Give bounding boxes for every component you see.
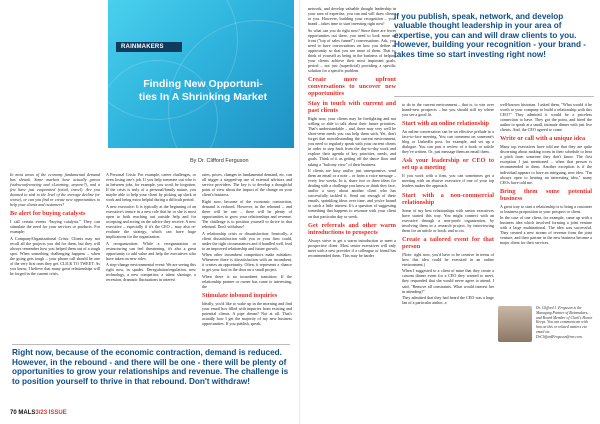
issue-label: 3/23 ISSUE	[35, 410, 67, 416]
paragraph: When there is no incumbent transition: If the relationship partner or owner has come to interesting, the	[202, 273, 292, 289]
paragraph: A new executive: It is typically at the beginning of an executive's tenure in a new role that he or she is most open to both reaching out outside help and for accepting and acting on the advice they receive. A new executive – especially if it's the CEO – may also re-evaluate the strategy, which can have huge implications for the organization.	[106, 203, 196, 240]
page-number: 70	[10, 410, 17, 416]
column-5	[402, 102, 494, 307]
subheading: Create a tailored event for that person	[402, 235, 494, 250]
paragraph: Ideally, you'd like to wake up in the morning and find your email box filled with inquiries from existing and potential clients. A pipe dream? Not at all. That's actually how I get the majority of my new business opportunities. If you publish, speak,	[202, 301, 292, 327]
author-photo	[498, 306, 532, 342]
paragraph: network, and develop valuable thought leadership in your area of expertise, you can and will draw clients to you. However, building your recognition – your brand – takes time to start investing right now!	[308, 6, 396, 27]
pullquote-rule-top	[12, 344, 290, 345]
subheading: Ask your leadership or CEO to set up a meeting	[402, 157, 494, 172]
pullquote-rule-bottom	[394, 96, 594, 97]
subheading: Get referrals and other warm introductions to prospects	[308, 221, 396, 236]
column-1	[10, 172, 100, 278]
column-3	[202, 172, 292, 328]
paragraph: well-known historian. I asked them, "What would it be worth to your company to build a relationship with this CEO?" They admitted it would be a priceless connection to have. They got the point, and hired the author to speak at a small, intimate dinner with just five clients. And, the CEO agreed to come.	[500, 102, 592, 133]
paragraph: When I suggested to a client of mine that they create a custom dinner event for a CEO they wanted to meet, they responded that she would never agree to attend. I said, "Remove all constraints. What would interest her in attending?"	[402, 268, 494, 294]
subheading: Write or call with a unique idea	[500, 135, 586, 143]
subheading: Bring them some potential business	[500, 187, 592, 202]
paragraph: Some of my best relationships with senior executives have started this way. You might connect with an executive through a non-profit organization, by involving them in a research project, by interviewing them for an article or book, and so on.	[402, 207, 494, 233]
page-footer	[10, 410, 67, 416]
paragraph: A Personal Crisis: For example, career challenges, or even losing one's job. If you help someone out who is in between jobs, for example, you won't be forgotten. If the crisis is truly of a personal/family nature, you maybe able to help your client by picking up slack at work and being extra helpful during a difficult period.	[106, 172, 196, 203]
paragraph: rates, prices, changes in fundamental demand, etc. can all trigger a stepped-up use of external advisors and service providers. The key is to develop a thoughtful point of view about the impact of the change on your client's business.	[202, 172, 292, 198]
paragraph: A Company/Organizational Crisis: Clients may not recall all the projects you did for them, but they will always remember how you helped them out of a tough spot. When something challenging happens – when the going gets tough – your phone call should be one of the very first ones they get. CLICK TO TWEET: As you know, I believe that many great relationships will be forged in the current crisis.	[10, 235, 100, 277]
paragraph: They admitted that they had heard the CEO was a huge fan of a particular author, a	[402, 295, 494, 306]
paragraph: to do in the current environment – that is, to win over brand-new prospects – but you should still try where you see a good fit.	[402, 102, 494, 118]
paragraph: (Note: right now, you'd have to be creative in terms of how this idea could be executed in an online environment.)	[402, 251, 494, 267]
intro-paragraph: In most areas of the economy fundamental demand has shrunk. Some markets have actually grown (videoconferencing and eLearning, anyone?), and a few have just evaporated (retail, travel). Are you doomed to sink to the level of the average decline (or worse), or can you find or create new opportunities to help your clients and customers?	[10, 172, 100, 208]
title-line-2: ties In A Shrinking Market	[138, 90, 268, 103]
section-tag: RAINMAKERS	[116, 42, 182, 52]
paragraph: If you work with a firm, you can sometimes get a meeting with an elusive executive if one of your top leaders makes the approach.	[402, 173, 494, 189]
subheading: Be alert for buying catalysts	[10, 210, 86, 218]
paragraph: If clients are busy and/or just unresponsive, send them an email or a note – or from a voice message – every few weeks. In it, share two or three ideas for dealing with a challenge you know or think they face, and/or a story about another client who has successfully tackled it. Send out enough of these emails, sprinkling ideas over time, and you're bound to catch a little interest. It's a question of suggesting something that happens to resonate with your client on that particular day or week.	[308, 168, 396, 219]
paragraph: Many top executives have told me that they are quite discerning about making room in their schedule to hear a pitch from someone they don't know. The first exception I just mentioned – when that person is recommended to them. Another exception is if the individual appears to have an intriguing, new idea. "I'm always open to hearing an interesting idea," many CEOs have told me.	[500, 144, 592, 185]
paragraph: So what can you do right now? Since there are fewer opportunities out there, you need to look more up front ("top of sales funnel") conversations. Ask, you need to have conversations on how you define an opportunity so that you see more of them. That is: think of yourself as being in the business of helping your clients achieve their most important goals, period – not just (superficial) providing a specific solution for a specific problem.	[308, 27, 396, 74]
paragraph: Always strive to get a warm introduction to meet a prospective client. Most senior executives will only meet with a new provider if a colleague or friend has recommended them. This may be harder	[308, 237, 396, 258]
subheading: Start with an online relationship	[402, 120, 490, 128]
paragraph: A great way to start a relationship is to bring a customer or business proposition to your prospect or client.	[500, 203, 592, 214]
paragraph: A reorganization: While a reorganization or restructuring can feel threatening, it's also a great opportunity to add value and help the executives who have taken on new roles.	[106, 240, 196, 261]
header-banner	[108, 0, 294, 148]
subheading: Create more upfront conversations to uncover new opportunities	[308, 76, 396, 98]
subheading: Stay in touch with current and past clients	[308, 100, 396, 115]
subheading: Start with a non-commercial relationship	[402, 191, 494, 206]
column-6	[500, 102, 592, 247]
pull-quote-right: If you publish, speak, network, and develop valuable thought leadership in your area of expertise, you can and will draw clients to you. However, building your recognition - your brand - takes time so start investing right now!	[394, 12, 586, 59]
pull-quote-left: Right now, because of the economic contraction, demand is reduced. However, in the rebound - and there will be one - there will be plenty of opportunities to grow your relationships and revenue. The challenge is to position yourself to thrive in that rebound. Don't withdraw!	[12, 348, 289, 386]
paragraph: A relationship crisis or dissatisfaction: Ironically, a client dissatisfaction with you or your firm could, under the right circumstances and if handled well, lead to an improved relationship and future growth.	[202, 230, 292, 251]
author-bio: Dr. Clifford J. Ferguson is the Managing Partner of Rainmakers, and Board Member of Clark's Honor Keeps. You can communicate with him on this or related matters via email on: DrCliffordFerguson@me.com.	[536, 306, 593, 339]
title-line-1: Finding New Opportuni-	[143, 78, 263, 90]
magazine-name: MALS	[18, 410, 36, 416]
paragraph: In the case of one client, for example, came up with a business idea which involved forming a joint venture with a large multinational. The idea was successful. They created a new stream of revenue from the joint venture, and their partner in the new business became a major client for their services.	[500, 215, 592, 246]
paragraph: An online conversation can be an effective prelude to a face-to-face meeting. You can comment on someone's blog or LinkedIn post, for example, and set up a dialogue. You can post a review of a book or article they've written. Or, just message them an email them.	[402, 129, 494, 155]
paragraph: A step-change environmental event: We are seeing this right now, in spades. Deregulation/regulation, new technology, a new competitor, a talent shortage, a recession, dramatic fluctuations in interest	[106, 262, 196, 283]
subheading: Stimulate inbound inquiries	[202, 292, 278, 300]
article-title	[118, 78, 288, 103]
paragraph: Right now, because of the economic contraction, demand is reduced. However, in the rebound – and there will be one – there will be plenty of opportunities to grow your relationships and revenue. The challenge is to position yourself to thrive in that rebound. Don't withdraw!	[202, 198, 292, 229]
paragraph: Right now, your clients may be firefighting and not willing or able to talk about their future priorities. That's understandable – and, there may very well be short-term needs you can help them with. Yet, don't forget that notwithstanding the current environment, you need to regularly speak with your current clients in order to step back from the day-to-day work and explore their agenda of key priorities, needs, and goals. Think of it as getting off the dance floor and taking a "balcony view" of their business.	[308, 116, 396, 167]
paragraph: When other incumbent competitors make mistakes: Whenever there is dissatisfaction with an incumbent, it creates an opportunity. Often, it represents a chance to get your foot in the door on a small project.	[202, 252, 292, 273]
paragraph: I call certain events “buying catalysts.” They can stimulate the need for your services or products. For example:	[10, 219, 100, 235]
column-4	[308, 6, 396, 259]
column-2	[106, 172, 196, 284]
right-page	[300, 0, 600, 424]
author-byline: By Dr. Clifford Ferguson	[190, 158, 249, 164]
